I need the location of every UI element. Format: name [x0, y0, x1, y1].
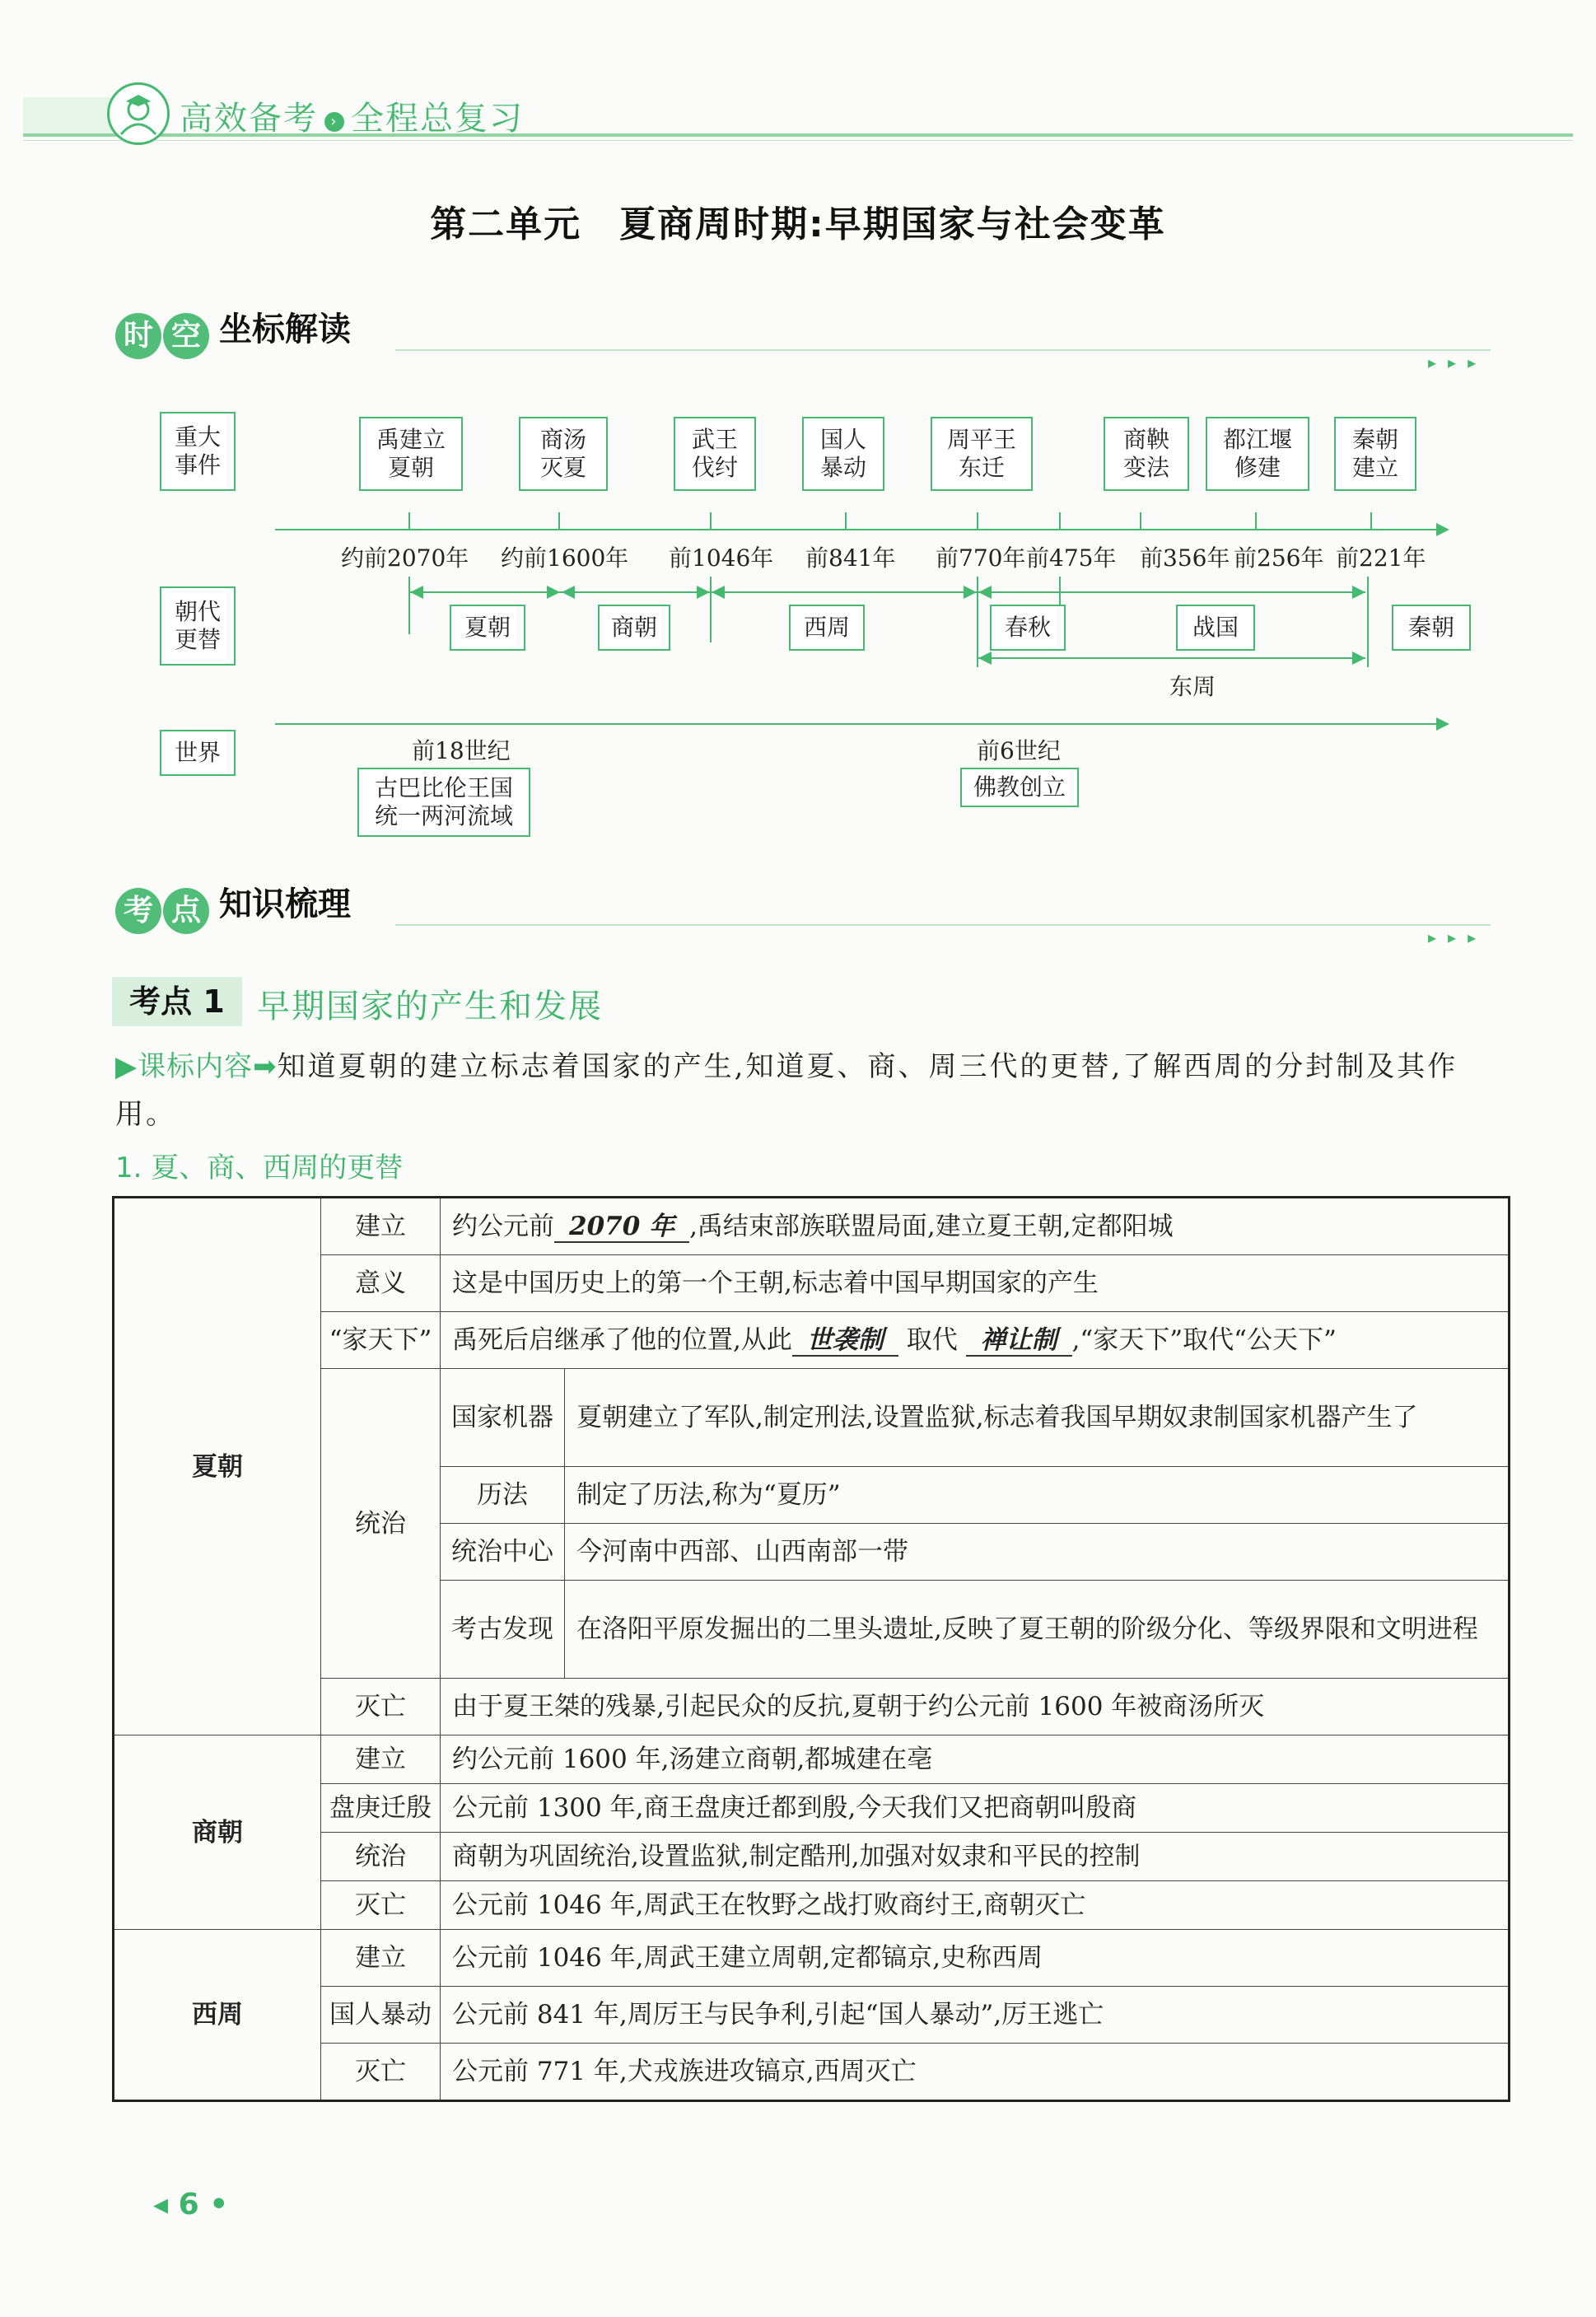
span-arrow-icon — [1352, 652, 1365, 665]
span-arrow-icon — [1352, 586, 1365, 599]
row-key: 灭亡 — [321, 1881, 441, 1930]
table-row — [114, 1930, 1510, 1987]
event-box — [519, 417, 608, 491]
event-box-label: 禹建立 夏朝 — [376, 426, 446, 481]
axis-arrow-icon — [1436, 523, 1449, 536]
dynasty-box-label: 春秋 — [1004, 614, 1051, 641]
eastern-zhou-label: 东周 — [1169, 673, 1216, 700]
event-box-label: 商鞅 变法 — [1122, 426, 1169, 481]
row-label-dynasty — [160, 586, 236, 666]
span-arrow-icon — [410, 586, 423, 599]
event-box — [1206, 417, 1309, 491]
row-key: 意义 — [321, 1255, 441, 1312]
kaodian-label: 考点 1 — [112, 977, 242, 1026]
eastern-zhou-span — [978, 657, 1365, 659]
span-arrow-icon — [978, 586, 992, 599]
span-arrow-icon — [978, 652, 992, 665]
dynasty-box — [789, 605, 865, 651]
row-key: 灭亡 — [321, 1679, 441, 1735]
row-key: 建立 — [321, 1198, 441, 1255]
unit-title: 第二单元 夏商周时期:早期国家与社会变革 — [430, 203, 1166, 245]
row-label-events-label: 重大 事件 — [174, 423, 221, 479]
event-box — [931, 417, 1033, 491]
chevron-right-icon: › — [324, 112, 344, 132]
event-box — [1334, 417, 1416, 491]
row-key: 统治 — [321, 1833, 441, 1881]
section-heading-coordinates — [115, 303, 351, 359]
event-box-label: 武王 伐纣 — [691, 426, 738, 481]
row-key: 国人暴动 — [321, 1987, 441, 2044]
arrow-icons: ▸▸▸ — [1428, 927, 1488, 947]
row-key: 灭亡 — [321, 2044, 441, 2101]
axis-tick — [1059, 512, 1061, 530]
table-row — [114, 1881, 1510, 1930]
row-value: 公元前 1046 年,周武王建立周朝,定都镐京,史称西周 — [441, 1930, 1510, 1987]
event-box — [359, 417, 463, 491]
span-arrow-icon — [697, 586, 710, 599]
span-arrow-icon — [964, 586, 977, 599]
event-date: 前841年 — [805, 544, 896, 572]
sub-key: 统治中心 — [441, 1524, 565, 1581]
section-rule — [395, 924, 1491, 926]
axis-tick — [710, 512, 712, 530]
page-number-value: 6 — [178, 2188, 199, 2221]
row-value: 由于夏王桀的残暴,引起民众的反抗,夏朝于约公元前 1600 年被商汤所灭 — [441, 1679, 1510, 1735]
dynasty-box-label: 战国 — [1192, 614, 1239, 641]
dynasty-table — [112, 1196, 1510, 2102]
brand-right: 全程总复习 — [351, 100, 524, 138]
table-row — [114, 1833, 1510, 1881]
event-box-label: 商汤 灭夏 — [539, 426, 586, 481]
table-row — [114, 1255, 1510, 1312]
axis-tick — [845, 512, 847, 530]
badge-dian: 点 — [163, 888, 209, 934]
dynasty-box — [1176, 605, 1255, 651]
row-label-events — [160, 412, 236, 491]
row-label-world — [160, 730, 236, 776]
table-row — [114, 1784, 1510, 1833]
axis-tick — [408, 512, 410, 530]
fill-blank: 禅让制 — [966, 1325, 1072, 1357]
row-key: 盘庚迁殷 — [321, 1784, 441, 1833]
kaodian-title: 早期国家的产生和发展 — [257, 988, 603, 1025]
boundary-line — [1367, 577, 1369, 667]
row-value: 商朝为巩固统治,设置监狱,制定酷刑,加强对奴隶和平民的控制 — [441, 1833, 1510, 1881]
dynasty-box-label: 夏朝 — [464, 614, 511, 641]
span-arrow-icon — [712, 586, 725, 599]
header-rule-thin — [23, 140, 1573, 141]
sub-value: 今河南中西部、山西南部一带 — [565, 1524, 1510, 1581]
sub-value: 夏朝建立了军队,制定刑法,设置监狱,标志着我国早期奴隶制国家机器产生了 — [565, 1369, 1510, 1467]
row-value: 公元前 1300 年,商王盘庚迁都到殷,今天我们又把商朝叫殷商 — [441, 1784, 1510, 1833]
event-box — [674, 417, 756, 491]
requirement-text: 知道夏朝的建立标志着国家的产生,知道夏、商、周三代的更替,了解西周的分封制及其作用。 — [115, 1050, 1458, 1131]
axis-tick — [977, 512, 978, 530]
table-row — [114, 1198, 1510, 1255]
axis-tick — [1140, 512, 1141, 530]
event-date: 前221年 — [1336, 544, 1426, 572]
fill-blank: 2070 年 — [554, 1212, 689, 1243]
dynasty-box — [598, 605, 670, 651]
requirement-lead: ▶课标内容➡ — [115, 1050, 278, 1083]
row-value: 公元前 841 年,周厉王与民争利,引起“国人暴动”,厉王逃亡 — [441, 1987, 1510, 2044]
event-date-extra: 前475年 — [1026, 544, 1117, 572]
row-value: 公元前 771 年,犬戎族进攻镐京,西周灭亡 — [441, 2044, 1510, 2101]
span-arrow-icon — [562, 586, 575, 599]
event-date: 前356年 — [1140, 544, 1230, 572]
brand-left: 高效备考 — [180, 100, 318, 138]
event-date: 前1046年 — [669, 544, 774, 572]
dynasty-box-label: 秦朝 — [1407, 614, 1454, 641]
world-event-box — [960, 768, 1079, 807]
axis-tick — [1255, 512, 1257, 530]
row-key: 建立 — [321, 1735, 441, 1784]
sub-key: 历法 — [441, 1467, 565, 1524]
axis-arrow-icon — [1436, 717, 1449, 731]
table-row — [114, 1987, 1510, 2044]
row-value: 约公元前 2070 年 ,禹结束部族联盟局面,建立夏王朝,定都阳城 — [441, 1198, 1510, 1255]
event-box-label: 周平王 东迁 — [946, 426, 1016, 481]
badge-kong: 空 — [163, 313, 209, 359]
row-value: 约公元前 1600 年,汤建立商朝,都城建在亳 — [441, 1735, 1510, 1784]
span-arrow-icon — [547, 586, 560, 599]
dynasty-xizhou: 西周 — [114, 1930, 321, 2101]
table-row — [114, 1679, 1510, 1735]
row-key: 统治 — [321, 1369, 441, 1679]
table-row — [114, 1369, 1510, 1467]
event-date: 前770年 — [936, 544, 1026, 572]
badge-shi: 时 — [115, 313, 161, 359]
fill-blank: 世袭制 — [792, 1325, 898, 1357]
sub-value: 在洛阳平原发掘出的二里头遗址,反映了夏王朝的阶级分化、等级界限和文明进程 — [565, 1581, 1510, 1679]
event-date: 约前2070年 — [341, 544, 469, 572]
event-date: 约前1600年 — [501, 544, 629, 572]
world-event-box-label: 古巴比伦王国 统一两河流域 — [374, 774, 513, 829]
table-row — [114, 1312, 1510, 1369]
dynasty-box — [990, 605, 1066, 651]
world-date: 前18世纪 — [412, 737, 511, 764]
row-key: 建立 — [321, 1930, 441, 1987]
row-label-dynasty-label: 朝代 更替 — [174, 598, 221, 653]
dynasty-box-label: 商朝 — [610, 614, 657, 641]
row-key: “家天下” — [321, 1312, 441, 1369]
world-event-box — [357, 768, 530, 837]
dynasty-xia: 夏朝 — [114, 1198, 321, 1735]
world-date: 前6世纪 — [977, 737, 1061, 764]
event-box-label: 秦朝 建立 — [1351, 426, 1398, 481]
event-box-label: 都江堰 修建 — [1222, 426, 1292, 481]
sub-key: 考古发现 — [441, 1581, 565, 1679]
row-value: 这是中国历史上的第一个王朝,标志着中国早期国家的产生 — [441, 1255, 1510, 1312]
row-value: 公元前 1046 年,周武王在牧野之战打败商纣王,商朝灭亡 — [441, 1881, 1510, 1930]
event-date: 前256年 — [1234, 544, 1324, 572]
badge-kao: 考 — [115, 888, 161, 934]
timeline-axis — [275, 529, 1438, 530]
row-label-world-label: 世界 — [174, 739, 221, 766]
section-title: 知识梳理 — [219, 885, 351, 923]
sub-value: 制定了历法,称为“夏历” — [565, 1467, 1510, 1524]
event-box-label: 国人 暴动 — [819, 426, 866, 481]
section-rule — [395, 349, 1491, 351]
dynasty-box — [1392, 605, 1471, 651]
row-value: 禹死后启继承了他的位置,从此 世袭制 取代 禅让制 ,“家天下”取代“公天下” — [441, 1312, 1510, 1369]
world-event-box-label: 佛教创立 — [973, 773, 1066, 801]
dynasty-box-label: 西周 — [803, 614, 850, 641]
dynasty-box — [450, 605, 525, 651]
table-row — [114, 2044, 1510, 2101]
event-box — [802, 417, 884, 491]
axis-tick — [558, 512, 560, 530]
brand — [180, 92, 524, 139]
dynasty-shang: 商朝 — [114, 1735, 321, 1930]
sub-key: 国家机器 — [441, 1369, 565, 1467]
event-box — [1104, 417, 1189, 491]
table-row — [114, 1735, 1510, 1784]
student-logo-icon — [107, 82, 170, 145]
curriculum-requirement — [115, 1043, 1515, 1138]
section-title: 坐标解读 — [219, 311, 351, 348]
arrow-icons: ▸▸▸ — [1428, 353, 1488, 372]
page-number: ◂ 6 • — [153, 2188, 229, 2221]
axis-tick — [1370, 512, 1372, 530]
world-axis — [275, 723, 1438, 725]
section-heading-knowledge — [115, 878, 351, 934]
subheading-succession: 1. 夏、商、西周的更替 — [115, 1151, 404, 1184]
